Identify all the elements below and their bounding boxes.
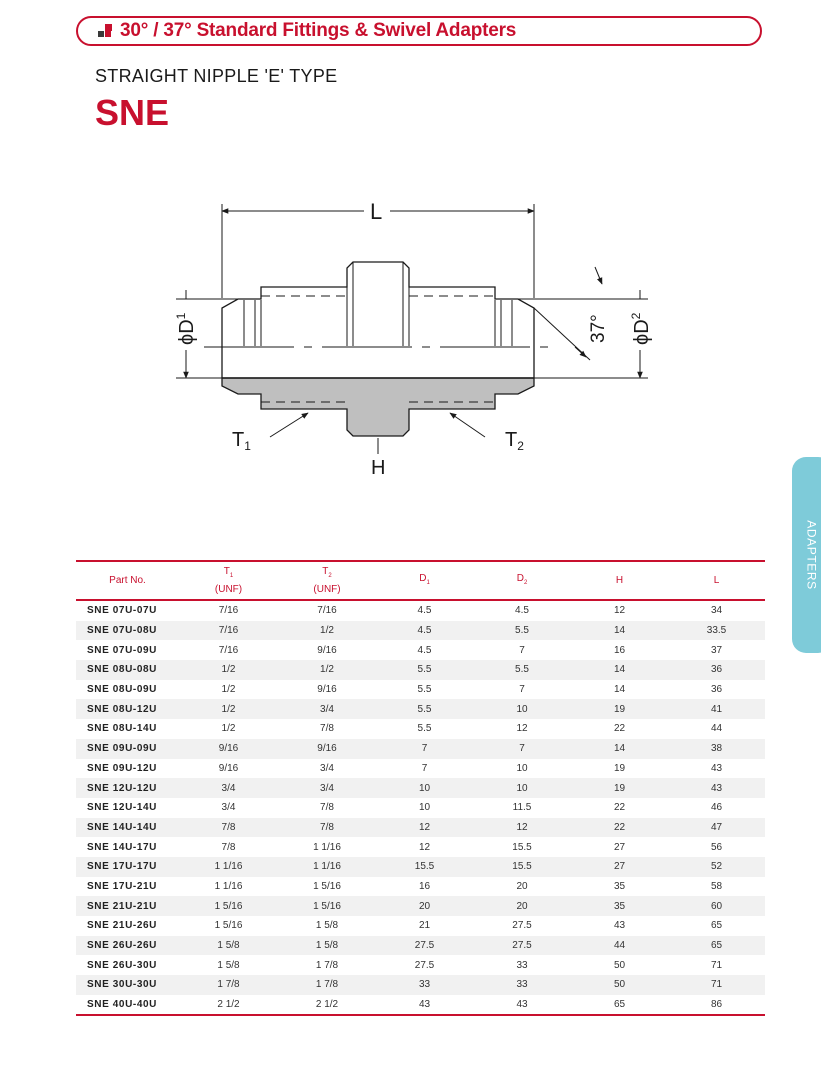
cell-h: 16 (613, 644, 626, 656)
cell-t1: 1 5/16 (214, 920, 243, 932)
cell-l: 71 (668, 975, 765, 995)
cell-l: 34 (710, 605, 723, 617)
cell-part-no: SNE 17U-21U (87, 880, 157, 892)
cell-d1: 5.5 (376, 660, 473, 680)
cell-l: 37 (710, 644, 723, 656)
cell-part-no: SNE 26U-30U (87, 959, 157, 971)
table-header-row (76, 561, 765, 600)
table-row (76, 916, 765, 936)
cell-d2: 7 (519, 644, 525, 656)
cell-t2: 1/2 (278, 660, 376, 680)
table-row (76, 896, 765, 916)
cell-d1: 4.5 (417, 644, 432, 656)
cell-d1: 33 (376, 975, 473, 995)
cell-d1: 12 (376, 818, 473, 838)
cell-t1: 1/2 (221, 723, 236, 735)
cell-d2: 10 (473, 699, 571, 719)
table-row (76, 739, 765, 759)
product-code: SNE (95, 92, 170, 133)
cell-d1: 4.5 (376, 621, 473, 641)
cell-t1: 7/16 (218, 605, 239, 617)
cell-l: 38 (668, 739, 765, 759)
cell-l: 46 (710, 802, 723, 814)
cell-t2: 1 5/8 (315, 920, 339, 932)
cell-part-no: SNE 08U-09U (87, 684, 157, 696)
cell-d1: 12 (418, 841, 431, 853)
cell-h: 22 (613, 802, 626, 814)
cell-l: 41 (668, 699, 765, 719)
cell-part-no: SNE 07U-07U (87, 605, 157, 617)
header-d1: $D_1$ (376, 561, 473, 600)
cell-d1: 5.5 (376, 699, 473, 719)
cell-t2: 2 1/2 (278, 995, 376, 1016)
table-row (76, 818, 765, 838)
cell-t1: 1 7/8 (179, 975, 278, 995)
cell-part-no: SNE 08U-14U (87, 723, 157, 735)
section-banner (76, 16, 762, 46)
cell-l: 36 (668, 660, 765, 680)
cell-part-no: SNE 14U-17U (87, 841, 157, 853)
fitting-diagram (160, 190, 660, 490)
cell-d2: 5.5 (473, 621, 571, 641)
cell-part-no: SNE 08U-08U (76, 660, 179, 680)
cell-d2: 12 (516, 723, 528, 735)
cell-t2: 1 5/16 (313, 880, 341, 892)
table-row (76, 778, 765, 798)
length-label: L (370, 199, 383, 224)
cell-l: 52 (668, 857, 765, 877)
cell-t1: 1 5/8 (179, 936, 278, 956)
cell-l: 65 (668, 936, 765, 956)
cell-h: 19 (613, 762, 626, 774)
cell-h: 43 (613, 920, 626, 932)
cell-t1: 9/16 (179, 739, 278, 759)
cell-t2: 3/4 (320, 762, 334, 774)
brand-logo-icon (98, 24, 114, 38)
cell-t2: 3/4 (278, 699, 376, 719)
cell-t1: 7/16 (218, 644, 239, 656)
cell-h: 22 (571, 818, 668, 838)
cell-t2: 1 5/8 (278, 936, 376, 956)
cell-t2: 1 1/16 (313, 841, 341, 853)
cell-d2: 20 (516, 880, 528, 892)
header-t1: $T_1$ (UNF) (179, 561, 278, 600)
cell-d1: 43 (376, 995, 473, 1016)
cell-t1: 1 1/16 (214, 880, 243, 892)
adapters-side-tab[interactable] (792, 457, 821, 653)
cell-d1: 15.5 (376, 857, 473, 877)
table-row (76, 955, 765, 975)
cell-h: 12 (613, 605, 626, 617)
table-row (76, 719, 765, 739)
table-row (76, 621, 765, 641)
cell-h: 65 (571, 995, 668, 1016)
cell-l: 43 (710, 762, 723, 774)
cell-part-no: SNE 21U-26U (87, 920, 157, 932)
cell-d1: 5.5 (417, 723, 432, 735)
table-row (76, 699, 765, 719)
cell-l: 71 (710, 959, 723, 971)
cell-t2: 1 7/8 (278, 975, 376, 995)
table-row (76, 600, 765, 621)
cell-d2: 12 (473, 818, 571, 838)
cell-d2: 10 (473, 778, 571, 798)
product-subtitle: STRAIGHT NIPPLE 'E' TYPE (95, 66, 338, 86)
cell-t1: 3/4 (221, 802, 236, 814)
table-row (76, 798, 765, 818)
cell-d2: 11.5 (512, 802, 532, 814)
cell-h: 19 (571, 778, 668, 798)
cell-l: 56 (710, 841, 723, 853)
cell-t1: 1 5/8 (217, 959, 240, 971)
cell-t1: 7/8 (179, 818, 278, 838)
cell-t1: 7/8 (221, 841, 236, 853)
cell-t2: 1 5/16 (278, 896, 376, 916)
cell-d2: 15.5 (512, 841, 532, 853)
cell-t2: 9/16 (317, 644, 337, 656)
cell-part-no: SNE 40U-40U (76, 995, 179, 1016)
cell-d2: 43 (473, 995, 571, 1016)
table-row (76, 995, 765, 1016)
cell-h: 35 (571, 896, 668, 916)
cell-h: 22 (613, 723, 626, 735)
d1-label: $\phi D^1$ (174, 312, 198, 345)
cell-d1: 16 (418, 880, 431, 892)
hex-label: H (371, 457, 386, 479)
spec-table (76, 560, 765, 1016)
cell-d1: 20 (376, 896, 473, 916)
cell-d1: 10 (418, 802, 431, 814)
table-row (76, 837, 765, 857)
cell-l: 36 (710, 684, 723, 696)
cell-t2: 7/8 (320, 802, 334, 814)
cell-h: 27 (613, 841, 626, 853)
fitting-body (222, 262, 534, 436)
header-h: H (571, 561, 668, 600)
cell-l: 65 (710, 920, 723, 932)
t2-label: $T_2$ (505, 429, 524, 453)
cell-h: 14 (613, 684, 626, 696)
cell-d2: 15.5 (473, 857, 571, 877)
table-row (76, 660, 765, 680)
t1-label: $T_1$ (232, 429, 251, 453)
table-row (76, 877, 765, 897)
cell-d1: 4.5 (417, 605, 432, 617)
table-row (76, 975, 765, 995)
cell-t2: 3/4 (278, 778, 376, 798)
cell-d2: 4.5 (515, 605, 529, 617)
cell-l: 58 (710, 880, 723, 892)
cell-d1: 27.5 (414, 959, 435, 971)
cell-part-no: SNE 09U-09U (76, 739, 179, 759)
cell-t1: 1 5/16 (179, 896, 278, 916)
table-body (76, 600, 765, 1015)
section-title: 30° / 37° Standard Fittings & Swivel Adapters (120, 20, 517, 41)
cell-t2: 9/16 (317, 684, 337, 696)
cell-l: 47 (668, 818, 765, 838)
cell-part-no: SNE 08U-12U (76, 699, 179, 719)
cell-h: 35 (613, 880, 626, 892)
cell-d1: 7 (376, 739, 473, 759)
cell-t2: 1/2 (278, 621, 376, 641)
cell-t1: 7/16 (179, 621, 278, 641)
table-row (76, 857, 765, 877)
cell-part-no: SNE 30U-30U (76, 975, 179, 995)
cell-d2: 10 (516, 762, 528, 774)
cell-t1: 1 1/16 (179, 857, 278, 877)
cell-d1: 7 (421, 762, 428, 774)
cell-d1: 21 (418, 920, 431, 932)
cell-l: 86 (668, 995, 765, 1016)
cell-t2: 1 1/16 (278, 857, 376, 877)
cell-t1: 2 1/2 (179, 995, 278, 1016)
cell-d2: 5.5 (473, 660, 571, 680)
table-row (76, 759, 765, 779)
cell-d2: 27.5 (473, 936, 571, 956)
cell-h: 14 (571, 660, 668, 680)
header-part-no: Part No. (76, 561, 179, 600)
header-d2: $D_2$ (473, 561, 571, 600)
cell-d2: 27.5 (512, 920, 532, 932)
cell-h: 44 (571, 936, 668, 956)
cell-part-no: SNE 09U-12U (87, 762, 157, 774)
cell-t1: 3/4 (179, 778, 278, 798)
cell-h: 14 (571, 739, 668, 759)
cell-d1: 27.5 (376, 936, 473, 956)
cell-l: 44 (710, 723, 723, 735)
cell-l: 43 (668, 778, 765, 798)
cell-part-no: SNE 21U-21U (76, 896, 179, 916)
table-row (76, 936, 765, 956)
cell-t2: 9/16 (278, 739, 376, 759)
angle-label: 37° (588, 314, 609, 343)
cell-d2: 7 (519, 684, 525, 696)
cell-part-no: SNE 07U-09U (87, 644, 157, 656)
cell-t2: 7/8 (278, 818, 376, 838)
cell-d2: 33 (473, 975, 571, 995)
header-t2: $T_2$ (UNF) (278, 561, 376, 600)
cell-part-no: SNE 14U-14U (76, 818, 179, 838)
cell-part-no: SNE 17U-17U (76, 857, 179, 877)
side-tab-label: ADAPTERS (805, 520, 820, 590)
cell-part-no: SNE 26U-26U (76, 936, 179, 956)
cell-h: 14 (571, 621, 668, 641)
cell-part-no: SNE 12U-14U (87, 802, 157, 814)
cell-h: 27 (571, 857, 668, 877)
cell-part-no: SNE 07U-08U (76, 621, 179, 641)
cell-d2: 7 (473, 739, 571, 759)
cell-l: 60 (668, 896, 765, 916)
cell-t1: 1/2 (179, 699, 278, 719)
table-row (76, 640, 765, 660)
d2-label: $\phi D^2$ (629, 312, 653, 345)
cell-h: 19 (571, 699, 668, 719)
cell-d2: 33 (516, 959, 528, 971)
cell-t1: 1/2 (221, 684, 236, 696)
cell-t1: 9/16 (218, 762, 239, 774)
header-l: L (668, 561, 765, 600)
cell-part-no: SNE 12U-12U (76, 778, 179, 798)
cell-t2: 1 7/8 (315, 959, 339, 971)
cell-t1: 1/2 (179, 660, 278, 680)
cell-d1: 5.5 (417, 684, 432, 696)
cell-d2: 20 (473, 896, 571, 916)
cell-l: 33.5 (668, 621, 765, 641)
cell-t2: 7/16 (317, 605, 337, 617)
table-row (76, 680, 765, 700)
cell-d1: 10 (376, 778, 473, 798)
cell-h: 50 (571, 975, 668, 995)
cell-t2: 7/8 (320, 723, 334, 735)
cell-h: 50 (613, 959, 626, 971)
